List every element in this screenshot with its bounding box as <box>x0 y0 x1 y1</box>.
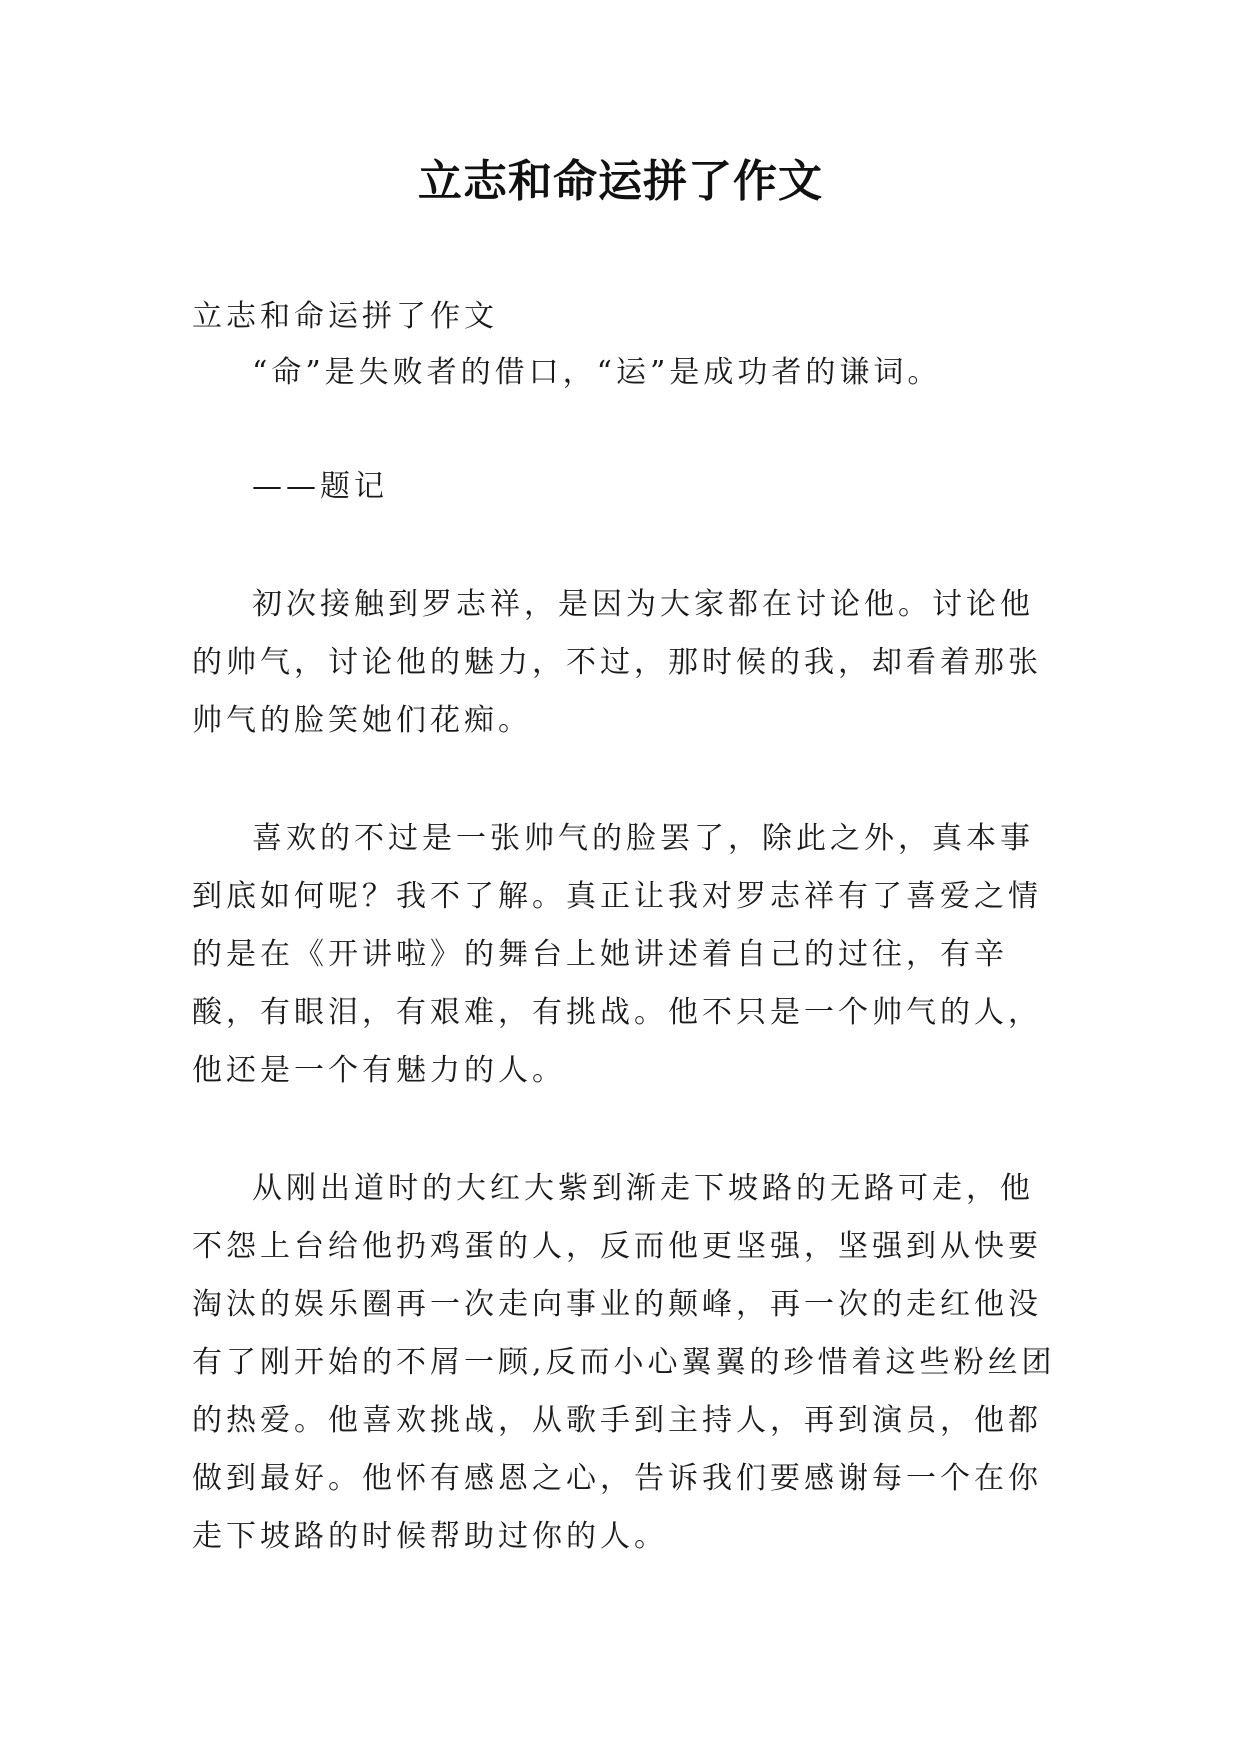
paragraph-2: 喜欢的不过是一张帅气的脸罢了，除此之外，真本事到底如何呢？我不了解。真正让我对罗志祥有了喜爱之情的是在《开讲啦》的舞台上她讲述着自己的过往，有辛酸，有眼泪，有艰难，有挑战。他不只是一个帅气的人，他还是一个有魅力的人。 <box>192 821 1042 1088</box>
page-title: 立志和命运拼了作文 <box>418 156 823 207</box>
paragraph-3: 从刚出道时的大红大紫到渐走下坡路的无路可走，他不怨上台给他扔鸡蛋的人，反而他更坚强，坚强到从快要淘汰的娱乐圈再一次走向事业的颠峰，再一次的走红他没有了刚开始的不屑一顾,反而小心翼翼的珍惜着这些粉丝团的热爱。他喜欢挑战，从歌手到主持人，再到演员，他都做到最好。他怀有感恩之心，告诉我们要感谢每一个在你走下坡路的时候帮助过你的人。 <box>192 1171 1056 1554</box>
epigraph-quote: “命”是失败者的借口，“运”是成功者的谦词。 <box>252 355 942 390</box>
document-subtitle: 立志和命运拼了作文 <box>192 299 498 334</box>
epigraph-attribution: ——题记 <box>252 469 388 504</box>
paragraph-1: 初次接触到罗志祥，是因为大家都在讨论他。讨论他的帅气，讨论他的魅力，不过，那时候的我，却看着那张帅气的脸笑她们花痴。 <box>192 587 1042 738</box>
